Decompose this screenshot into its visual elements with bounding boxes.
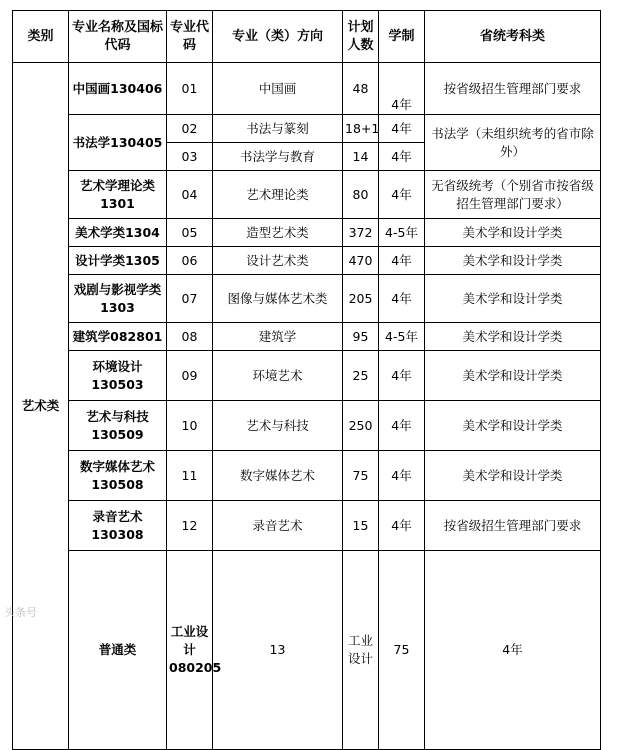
major-code-cell: 03 — [167, 143, 213, 171]
exam-subject-cell: 书法学（未组织统考的省市除外） — [425, 115, 601, 171]
direction-cell: 工业设计 — [343, 551, 379, 750]
exam-subject-cell: 美术学和设计学类 — [425, 451, 601, 501]
header-row — [13, 11, 601, 63]
plan-count-cell: 80 — [343, 171, 379, 219]
duration-cell: 4-5年 — [379, 323, 425, 351]
plan-count-cell: 48 — [343, 63, 379, 115]
duration-cell: 4年 — [379, 63, 425, 115]
watermark: 头条号 — [4, 606, 37, 619]
major-name-cell: 艺术与科技130509 — [69, 401, 167, 451]
header-major-name: 专业名称及国标代码 — [69, 11, 167, 63]
header-duration: 学制 — [379, 11, 425, 63]
header-exam-subject: 省统考科类 — [425, 11, 601, 63]
direction-cell: 书法学与教育 — [213, 143, 343, 171]
plan-count-cell: 14 — [343, 143, 379, 171]
table-row — [13, 351, 601, 401]
table-row — [13, 323, 601, 351]
header-direction: 专业（类）方向 — [213, 11, 343, 63]
duration-cell: 4年 — [425, 551, 601, 750]
duration-cell: 4年 — [379, 247, 425, 275]
exam-subject-cell: 按省级招生管理部门要求 — [425, 501, 601, 551]
exam-subject-cell: 按省级招生管理部门要求 — [425, 63, 601, 115]
admission-plan-table — [12, 10, 601, 750]
major-code-cell: 07 — [167, 275, 213, 323]
major-name-cell: 艺术学理论类1301 — [69, 171, 167, 219]
category-cell: 艺术类 — [13, 63, 69, 750]
major-code-cell: 01 — [167, 63, 213, 115]
table-row — [13, 275, 601, 323]
table-row — [13, 551, 601, 750]
table-row — [13, 501, 601, 551]
header-plan-count: 计划人数 — [343, 11, 379, 63]
table-row — [13, 171, 601, 219]
major-name-cell: 美术学类1304 — [69, 219, 167, 247]
major-code-cell: 12 — [167, 501, 213, 551]
major-name-cell: 建筑学082801 — [69, 323, 167, 351]
direction-cell: 建筑学 — [213, 323, 343, 351]
table-row — [13, 451, 601, 501]
exam-subject-cell: 美术学和设计学类 — [425, 275, 601, 323]
major-name-cell: 数字媒体艺术130508 — [69, 451, 167, 501]
plan-count-cell: 75 — [343, 451, 379, 501]
plan-count-cell: 470 — [343, 247, 379, 275]
exam-subject-cell: 美术学和设计学类 — [425, 323, 601, 351]
duration-cell: 4年 — [379, 451, 425, 501]
table-row — [13, 247, 601, 275]
header-category: 类别 — [13, 11, 69, 63]
direction-cell: 图像与媒体艺术类 — [213, 275, 343, 323]
direction-cell: 艺术与科技 — [213, 401, 343, 451]
duration-cell: 4年 — [379, 275, 425, 323]
plan-count-cell: 25 — [343, 351, 379, 401]
direction-cell: 造型艺术类 — [213, 219, 343, 247]
table-row — [13, 219, 601, 247]
duration-cell: 4年 — [379, 115, 425, 143]
plan-count-cell: 250 — [343, 401, 379, 451]
plan-count-cell: 15 — [343, 501, 379, 551]
table-row — [13, 63, 601, 115]
direction-cell: 录音艺术 — [213, 501, 343, 551]
major-code-cell: 02 — [167, 115, 213, 143]
exam-subject-cell: 美术学和设计学类 — [425, 219, 601, 247]
major-name-cell: 戏剧与影视学类1303 — [69, 275, 167, 323]
exam-subject-cell: 无省级统考（个别省市按省级招生管理部门要求） — [425, 171, 601, 219]
duration-cell: 4年 — [379, 171, 425, 219]
exam-subject-cell: 美术学和设计学类 — [425, 351, 601, 401]
major-code-cell: 05 — [167, 219, 213, 247]
direction-cell: 数字媒体艺术 — [213, 451, 343, 501]
direction-cell: 书法与篆刻 — [213, 115, 343, 143]
table-row — [13, 115, 601, 143]
duration-cell: 4年 — [379, 401, 425, 451]
major-name-cell: 设计学类1305 — [69, 247, 167, 275]
duration-cell: 4-5年 — [379, 219, 425, 247]
plan-count-cell: 75 — [379, 551, 425, 750]
major-name-cell: 录音艺术130308 — [69, 501, 167, 551]
plan-count-cell: 372 — [343, 219, 379, 247]
direction-cell: 环境艺术 — [213, 351, 343, 401]
major-name-cell: 书法学130405 — [69, 115, 167, 171]
major-code-cell: 06 — [167, 247, 213, 275]
category-cell: 普通类 — [69, 551, 167, 750]
direction-cell: 设计艺术类 — [213, 247, 343, 275]
major-name-cell: 工业设计080205 — [167, 551, 213, 750]
plan-count-cell: 205 — [343, 275, 379, 323]
duration-cell: 4年 — [379, 143, 425, 171]
table-row — [13, 401, 601, 451]
duration-cell: 4年 — [379, 351, 425, 401]
exam-subject-cell: 美术学和设计学类 — [425, 401, 601, 451]
direction-cell: 艺术理论类 — [213, 171, 343, 219]
major-code-cell: 09 — [167, 351, 213, 401]
major-code-cell: 04 — [167, 171, 213, 219]
plan-count-cell: 95 — [343, 323, 379, 351]
plan-count-cell: 18+1 — [343, 115, 379, 143]
major-code-cell: 08 — [167, 323, 213, 351]
major-code-cell: 13 — [213, 551, 343, 750]
major-name-cell: 中国画130406 — [69, 63, 167, 115]
exam-subject-cell: 美术学和设计学类 — [425, 247, 601, 275]
direction-cell: 中国画 — [213, 63, 343, 115]
header-major-code: 专业代码 — [167, 11, 213, 63]
major-code-cell: 10 — [167, 401, 213, 451]
major-code-cell: 11 — [167, 451, 213, 501]
major-name-cell: 环境设计130503 — [69, 351, 167, 401]
duration-cell: 4年 — [379, 501, 425, 551]
